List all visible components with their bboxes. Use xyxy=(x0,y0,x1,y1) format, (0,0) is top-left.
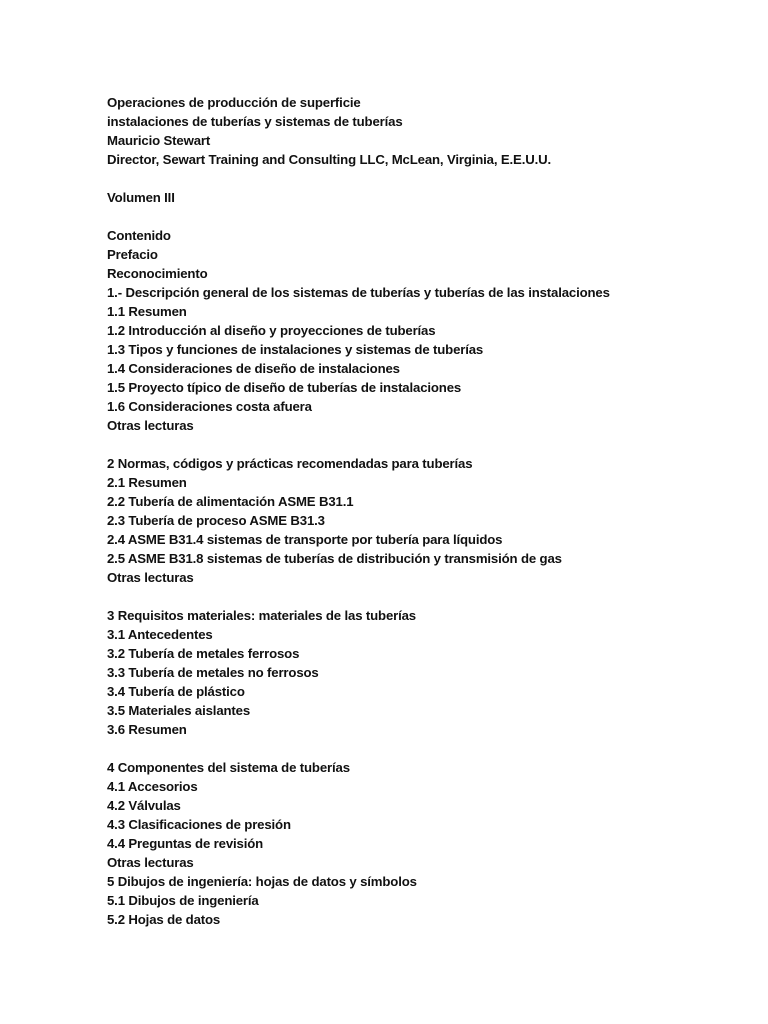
toc-item: 1.2 Introducción al diseño y proyecciones de tuberías xyxy=(107,323,436,338)
document-subtitle: instalaciones de tuberías y sistemas de tuberías xyxy=(107,114,403,129)
toc-heading: Contenido xyxy=(107,228,171,243)
toc-front-matter-item: Prefacio xyxy=(107,247,158,262)
toc-chapter-title: 4 Componentes del sistema de tuberías xyxy=(107,760,350,775)
toc-item: Otras lecturas xyxy=(107,570,194,585)
spacer xyxy=(107,739,707,758)
toc-item: 1.3 Tipos y funciones de instalaciones y sistemas de tuberías xyxy=(107,342,484,357)
toc-item: 1.4 Consideraciones de diseño de instalaciones xyxy=(107,361,400,376)
toc-item: 2.5 ASME B31.8 sistemas de tuberías de distribución y transmisión de gas xyxy=(107,551,562,566)
toc-item: 2.3 Tubería de proceso ASME B31.3 xyxy=(107,513,325,528)
toc-chapter-title: 5 Dibujos de ingeniería: hojas de datos y símbolos xyxy=(107,874,417,889)
spacer xyxy=(107,207,707,226)
spacer xyxy=(107,587,707,606)
toc-item: 3.3 Tubería de metales no ferrosos xyxy=(107,665,319,680)
toc-item: 1.1 Resumen xyxy=(107,304,187,319)
toc-item: 2.2 Tubería de alimentación ASME B31.1 xyxy=(107,494,354,509)
author-affiliation: Director, Sewart Training and Consulting LLC, McLean, Virginia, E.E.U.U. xyxy=(107,152,551,167)
toc-item: 3.4 Tubería de plástico xyxy=(107,684,245,699)
spacer xyxy=(107,435,707,454)
toc-item: 5.2 Hojas de datos xyxy=(107,912,221,927)
toc-item: 3.2 Tubería de metales ferrosos xyxy=(107,646,300,661)
toc-item: 3.1 Antecedentes xyxy=(107,627,213,642)
toc-item: 2.1 Resumen xyxy=(107,475,187,490)
toc-item: 4.4 Preguntas de revisión xyxy=(107,836,264,851)
toc-chapter-title: 3 Requisitos materiales: materiales de las tuberías xyxy=(107,608,416,623)
toc-chapter-title: 1.- Descripción general de los sistemas de tuberías y tuberías de las instalaciones xyxy=(107,285,610,300)
document-page xyxy=(107,93,707,929)
toc-item: Otras lecturas xyxy=(107,418,194,433)
toc-item: 3.6 Resumen xyxy=(107,722,187,737)
toc-item: 4.3 Clasificaciones de presión xyxy=(107,817,291,832)
toc-front-matter-item: Reconocimiento xyxy=(107,266,208,281)
toc-item: Otras lecturas xyxy=(107,855,194,870)
toc-chapter-title: 2 Normas, códigos y prácticas recomendadas para tuberías xyxy=(107,456,473,471)
toc-item: 1.6 Consideraciones costa afuera xyxy=(107,399,312,414)
toc-item: 5.1 Dibujos de ingeniería xyxy=(107,893,259,908)
document-title: Operaciones de producción de superficie xyxy=(107,95,361,110)
volume-label: Volumen III xyxy=(107,190,175,205)
author-name: Mauricio Stewart xyxy=(107,133,211,148)
toc-item: 1.5 Proyecto típico de diseño de tuberías de instalaciones xyxy=(107,380,462,395)
toc-item: 3.5 Materiales aislantes xyxy=(107,703,251,718)
toc-item: 2.4 ASME B31.4 sistemas de transporte por tubería para líquidos xyxy=(107,532,503,547)
spacer xyxy=(107,169,707,188)
toc-item: 4.2 Válvulas xyxy=(107,798,181,813)
toc-item: 4.1 Accesorios xyxy=(107,779,198,794)
